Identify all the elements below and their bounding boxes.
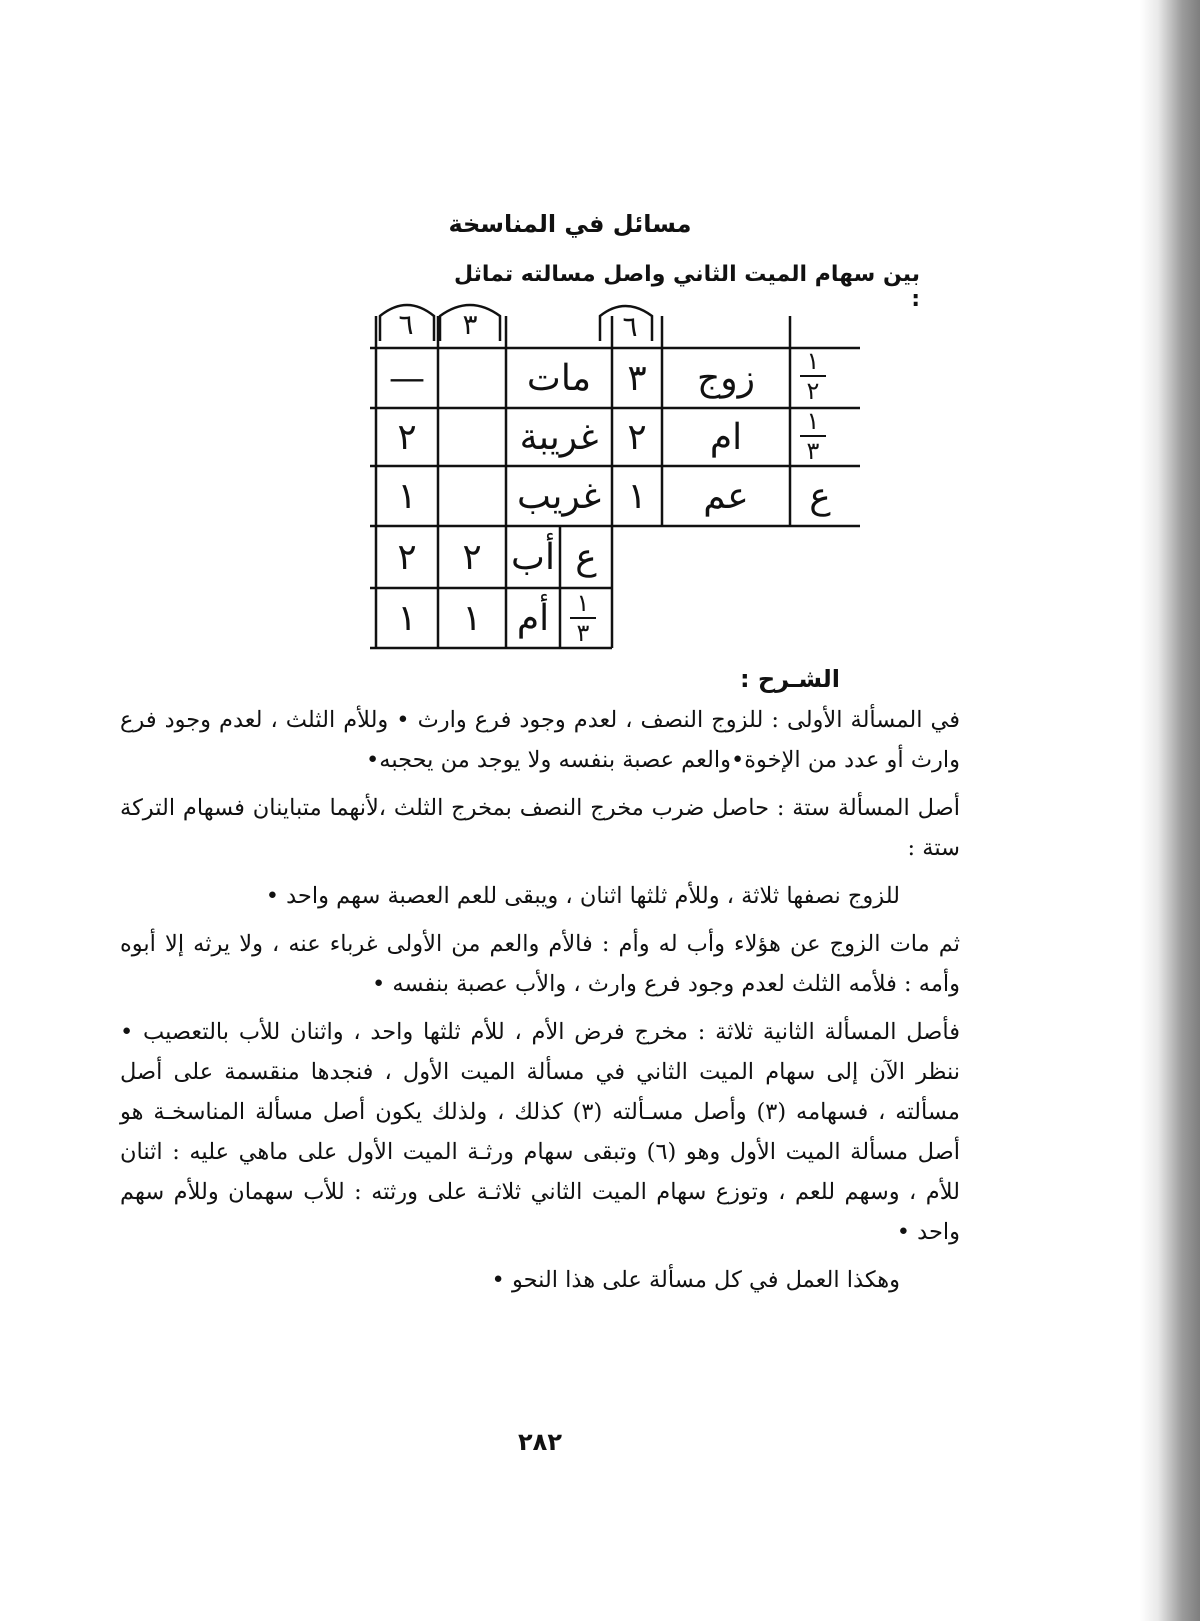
paragraph: وهكذا العمل في كل مسألة على هذا النحو • (491, 1267, 900, 1293)
explanation-heading: الشـرح : (739, 665, 840, 693)
paragraph: ثم مات الزوج عن هؤلاء وأب له وأم : فالأم والعم من الأولى غرباء عنه ، ولا يرثه إلا أبوه وأمه : فلأمه الثلث لعدم وجود فرع وارث ، والأب عصبة بنفسه • (120, 931, 960, 997)
shares-father: ٢ (462, 536, 482, 578)
paragraph: فأصل المسألة الثانية ثلاثة : مخرج فرض الأم ، للأم ثلثها واحد ، واثنان للأب بالتعصيب • ننظر الآن إلى سهام الميت الثاني في مسألة الميت الأول ، فنجدها منقسمة على أصل مسألته ، فسهامه (٣) وأصل مسـألته (٣) كذلك ، ولذلك يكون أصل مسألة المناسخـة هو أصل مسألة الميت الأول وهو (٦) وتبقى سهام ورثـة الميت الأول على ماهي عليه : اثنان للأم ، وسهم للعم ، وتوزع سهام الميت الثاني ثلاثـة على ورثته : للأب سهمان وللأم سهم واحد • (120, 1019, 961, 1245)
header-first-base: ٦ (622, 310, 638, 343)
page-title: مسائل في المناسخة (448, 210, 692, 238)
book-spine-shadow (1140, 0, 1200, 1621)
page-number: ٢٨٢ (518, 1428, 562, 1456)
heir-husband: زوج (697, 357, 756, 399)
second-heir-stranger-f: غريبة (519, 416, 599, 458)
combined-husband: — (389, 357, 425, 399)
header-combined-base: ٦ (398, 308, 414, 341)
share-fraction-husband (800, 348, 826, 404)
fraction-denominator: ٢ (806, 377, 820, 405)
heir-mother: ام (709, 416, 743, 458)
share-residuary-father: ع (575, 536, 597, 578)
second-heir-died: مات (526, 357, 592, 399)
shares-husband: ٣ (627, 357, 647, 399)
second-heir-stranger-m: غريب (516, 475, 602, 517)
inheritance-table (370, 296, 890, 686)
fraction-denominator: ٣ (576, 619, 590, 647)
heir-uncle: عم (703, 475, 749, 517)
shares-uncle: ١ (627, 475, 647, 517)
explanation-body (120, 700, 960, 1308)
shares-second-mother: ١ (462, 597, 482, 639)
fraction-numerator: ١ (576, 589, 590, 617)
paragraph: في المسألة الأولى : للزوج النصف ، لعدم وجود فرع وارث • وللأم الثلث ، لعدم وجود فرع وارث أو عدد من الإخوة•والعم عصبة بنفسه ولا يوجد من يحجبه• (120, 707, 960, 773)
combined-second-mother: ١ (397, 597, 417, 639)
share-fraction-second-mother (570, 590, 596, 646)
combined-father: ٢ (397, 536, 417, 578)
shares-mother: ٢ (627, 416, 647, 458)
paragraph: أصل المسألة ستة : حاصل ضرب مخرج النصف بمخرج الثلث ،لأنهما متباينان فسهام التركة ستة : (120, 795, 960, 861)
fraction-numerator: ١ (806, 347, 820, 375)
fraction-numerator: ١ (806, 407, 820, 435)
share-residuary-uncle: ع (809, 475, 831, 517)
combined-mother: ٢ (397, 416, 417, 458)
heir-second-mother: أم (516, 597, 550, 639)
combined-uncle: ١ (397, 475, 417, 517)
share-fraction-mother (800, 408, 826, 464)
paragraph: للزوج نصفها ثلاثة ، وللأم ثلثها اثنان ، ويبقى للعم العصبة سهم واحد • (265, 883, 900, 909)
header-second-base: ٣ (462, 308, 478, 341)
table-caption: بين سهام الميت الثاني واصل مسالته تماثل : (453, 262, 920, 312)
heir-father: أب (511, 536, 555, 578)
fraction-denominator: ٣ (806, 437, 820, 465)
